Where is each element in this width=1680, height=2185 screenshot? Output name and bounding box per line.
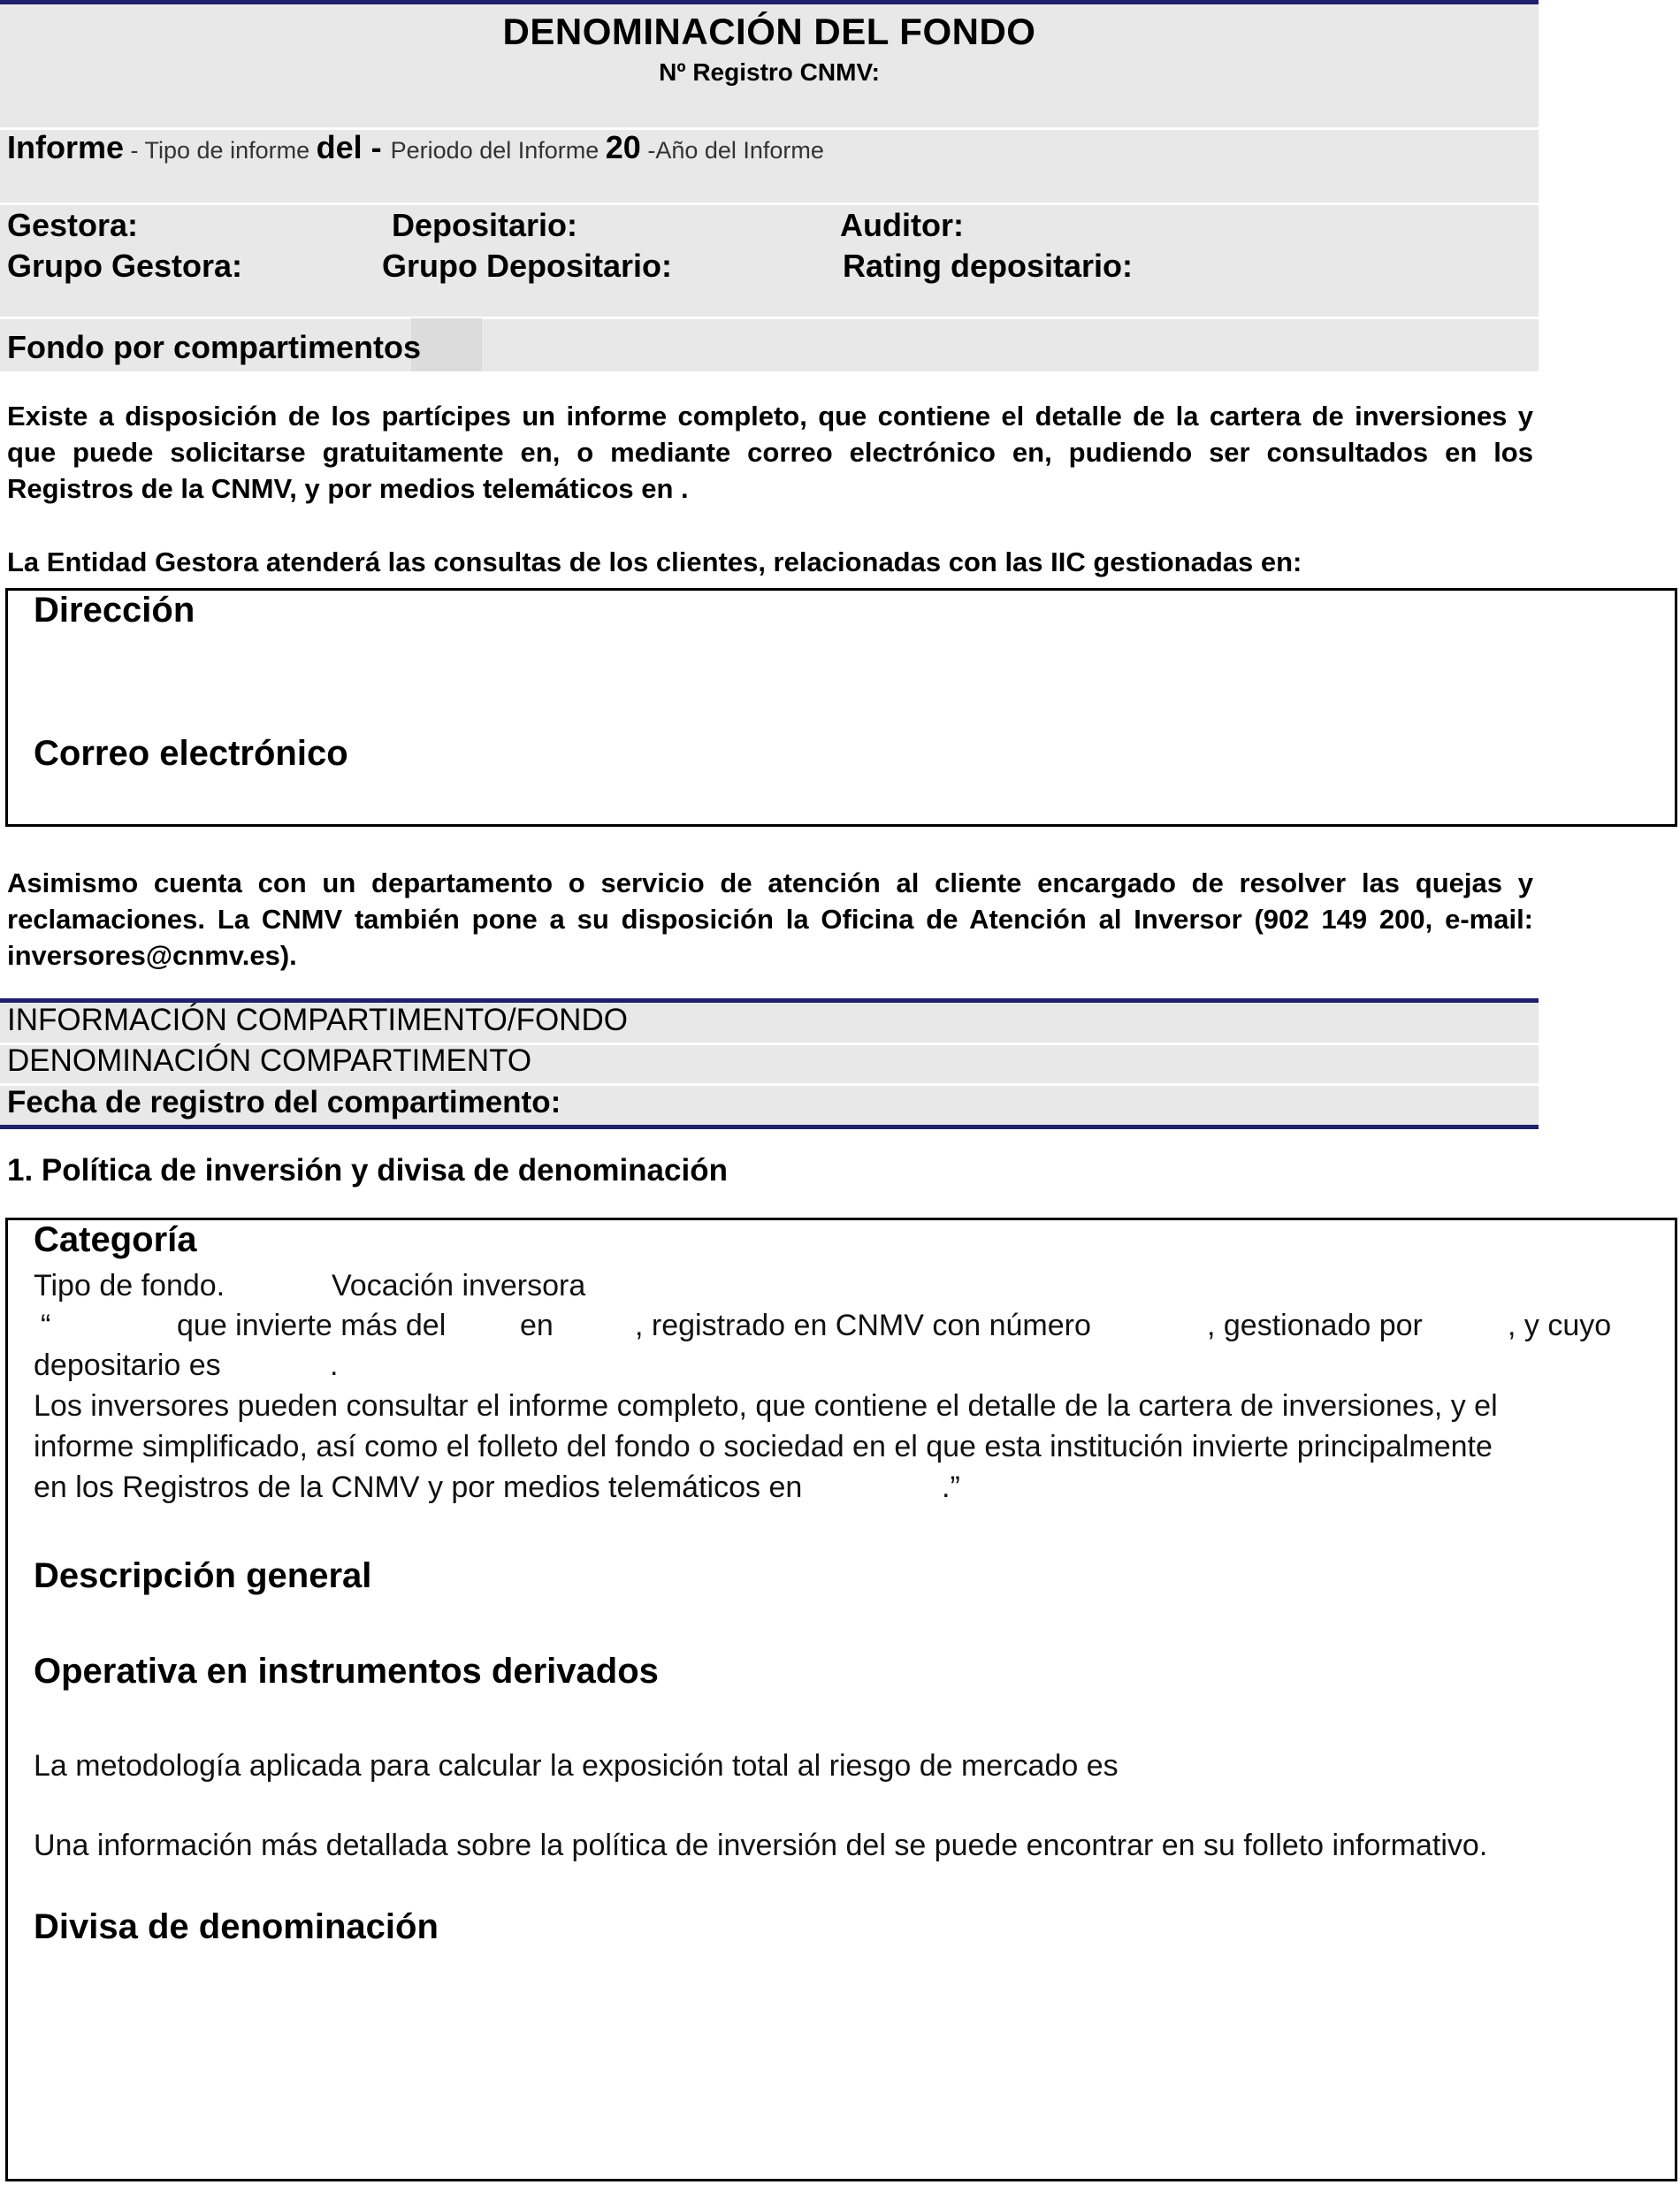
depositario-label: Depositario: xyxy=(392,207,578,243)
depositario-es-text: depositario es xyxy=(34,1348,221,1382)
info-detallada-text: Una información más detallada sobre la política de inversión del se puede encontrar en su folleto informativo. xyxy=(34,1829,1488,1862)
fund-header xyxy=(0,0,1539,371)
gestora-label: Gestora: xyxy=(7,207,139,243)
contact-box xyxy=(5,588,1677,827)
direccion-heading: Dirección xyxy=(34,591,195,630)
quejas-line: inversores@cnmv.es). xyxy=(7,940,297,971)
categoria-heading: Categoría xyxy=(34,1220,197,1259)
y-cuyo-text: , y cuyo xyxy=(1508,1309,1612,1342)
correo-heading: Correo electrónico xyxy=(34,734,348,773)
intro-paragraph xyxy=(7,398,1533,507)
quejas-line: reclamaciones. La CNMV también pone a su disposición la Oficina de Atención al Inversor (902 149 200, e-mail: xyxy=(7,904,1533,935)
quote-open: “ xyxy=(41,1309,51,1342)
inversores-line-2: informe simplificado, así como el folleto del fondo o sociedad en el que esta institución invierte principalmente xyxy=(34,1430,1493,1463)
compartimentos-value-cell xyxy=(411,318,482,371)
quejas-paragraph xyxy=(7,865,1533,974)
divisa-denominacion-heading: Divisa de denominación xyxy=(34,1907,439,1946)
invierte-mas-text: que invierte más del xyxy=(177,1309,447,1342)
inversores-line-1: Los inversores pueden consultar el informe completo, que contiene el detalle de la cartera de inversiones, y el xyxy=(34,1389,1498,1423)
tipo-fondo-text: Tipo de fondo. xyxy=(34,1269,225,1303)
fondo-compartimentos-label: Fondo por compartimentos xyxy=(7,329,421,365)
header-divider xyxy=(0,202,1539,205)
intro-line: Existe a disposición de los partícipes un informe completo, que contiene el detalle de la cartera de inversiones y xyxy=(7,401,1533,432)
report-period: Periodo del Informe xyxy=(390,137,606,164)
intro-line: Registros de la CNMV, y por medios telemáticos en . xyxy=(7,473,689,504)
info-compartimento-title: INFORMACIÓN COMPARTIMENTO/FONDO xyxy=(7,1003,628,1037)
quote-close: .” xyxy=(942,1471,960,1504)
report-year-prefix: 20 xyxy=(605,129,641,165)
auditor-label: Auditor: xyxy=(840,207,964,243)
report-year: -Año del Informe xyxy=(640,137,824,164)
fecha-registro-compartimento: Fecha de registro del compartimento: xyxy=(7,1085,561,1119)
section-1-title: 1. Política de inversión y divisa de denominación xyxy=(7,1153,728,1188)
grupo-depositario-label: Grupo Depositario: xyxy=(382,248,673,284)
metodologia-text: La metodología aplicada para calcular la exposición total al riesgo de mercado es xyxy=(34,1749,1119,1783)
operativa-derivados-heading: Operativa en instrumentos derivados xyxy=(34,1652,659,1691)
report-del: del - xyxy=(316,129,391,165)
gestionado-text: , gestionado por xyxy=(1207,1309,1423,1342)
report-label: Informe xyxy=(7,129,125,165)
inversores-line-3: en los Registros de la CNMV y por medios telemáticos en xyxy=(34,1471,803,1504)
registrado-text: , registrado en CNMV con número xyxy=(635,1309,1091,1342)
policy-box xyxy=(5,1218,1677,2181)
fund-title: DENOMINACIÓN DEL FONDO xyxy=(502,11,1036,52)
report-line xyxy=(7,129,824,166)
vocacion-inversora-text: Vocación inversora xyxy=(332,1269,586,1303)
report-type: - Tipo de informe xyxy=(124,137,317,164)
grupo-gestora-label: Grupo Gestora: xyxy=(7,248,243,284)
consultas-text: La Entidad Gestora atenderá las consultas de los clientes, relacionadas con las IIC gestionadas en: xyxy=(7,546,1302,577)
en-text: en xyxy=(520,1309,554,1342)
descripcion-general-heading: Descripción general xyxy=(34,1556,372,1595)
quejas-line: Asimismo cuenta con un departamento o servicio de atención al cliente encargado de resolver las quejas y xyxy=(7,867,1533,898)
denominacion-compartimento: DENOMINACIÓN COMPARTIMENTO xyxy=(7,1043,532,1078)
rating-depositario-label: Rating depositario: xyxy=(843,248,1134,284)
cnmv-registry-number: Nº Registro CNMV: xyxy=(659,58,880,86)
intro-line: que puede solicitarse gratuitamente en, o mediante correo electrónico en, pudiendo ser consultados en los xyxy=(7,437,1533,468)
header-divider xyxy=(0,317,1539,319)
period-text: . xyxy=(330,1348,339,1382)
